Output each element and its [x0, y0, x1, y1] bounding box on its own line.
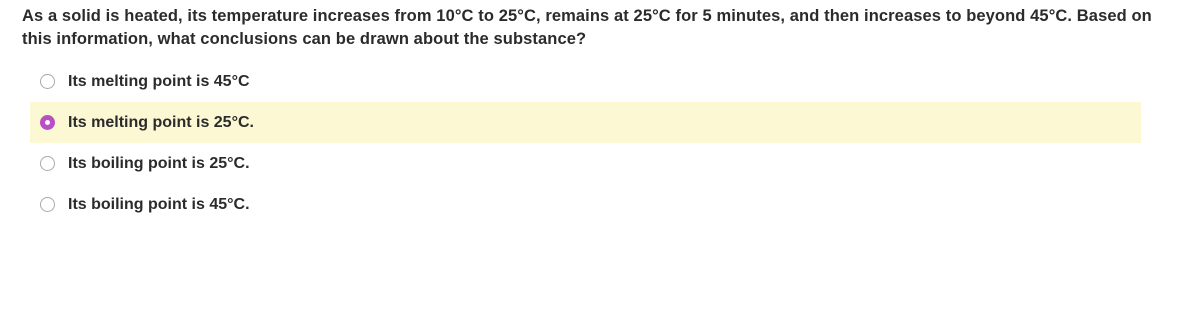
answer-options — [30, 61, 1141, 225]
answer-option-1[interactable] — [30, 61, 1141, 102]
answer-option-4[interactable] — [30, 184, 1141, 225]
radio-button-checked-icon[interactable] — [40, 115, 55, 130]
answer-option-label: Its melting point is 25°C. — [68, 113, 254, 131]
answer-option-label: Its melting point is 45°C — [68, 72, 250, 90]
answer-option-2[interactable] — [30, 102, 1141, 143]
answer-option-label: Its boiling point is 45°C. — [68, 195, 250, 213]
question-text: As a solid is heated, its temperature increases from 10°C to 25°C, remains at 25°C for 5 minutes, and then increases to beyond 45°C. Based on this information, what conclusions can be drawn about the substance? — [22, 7, 1152, 48]
radio-button-icon[interactable] — [40, 156, 55, 171]
radio-button-icon[interactable] — [40, 197, 55, 212]
answer-option-3[interactable] — [30, 143, 1141, 184]
answer-option-label: Its boiling point is 25°C. — [68, 154, 250, 172]
radio-button-icon[interactable] — [40, 74, 55, 89]
